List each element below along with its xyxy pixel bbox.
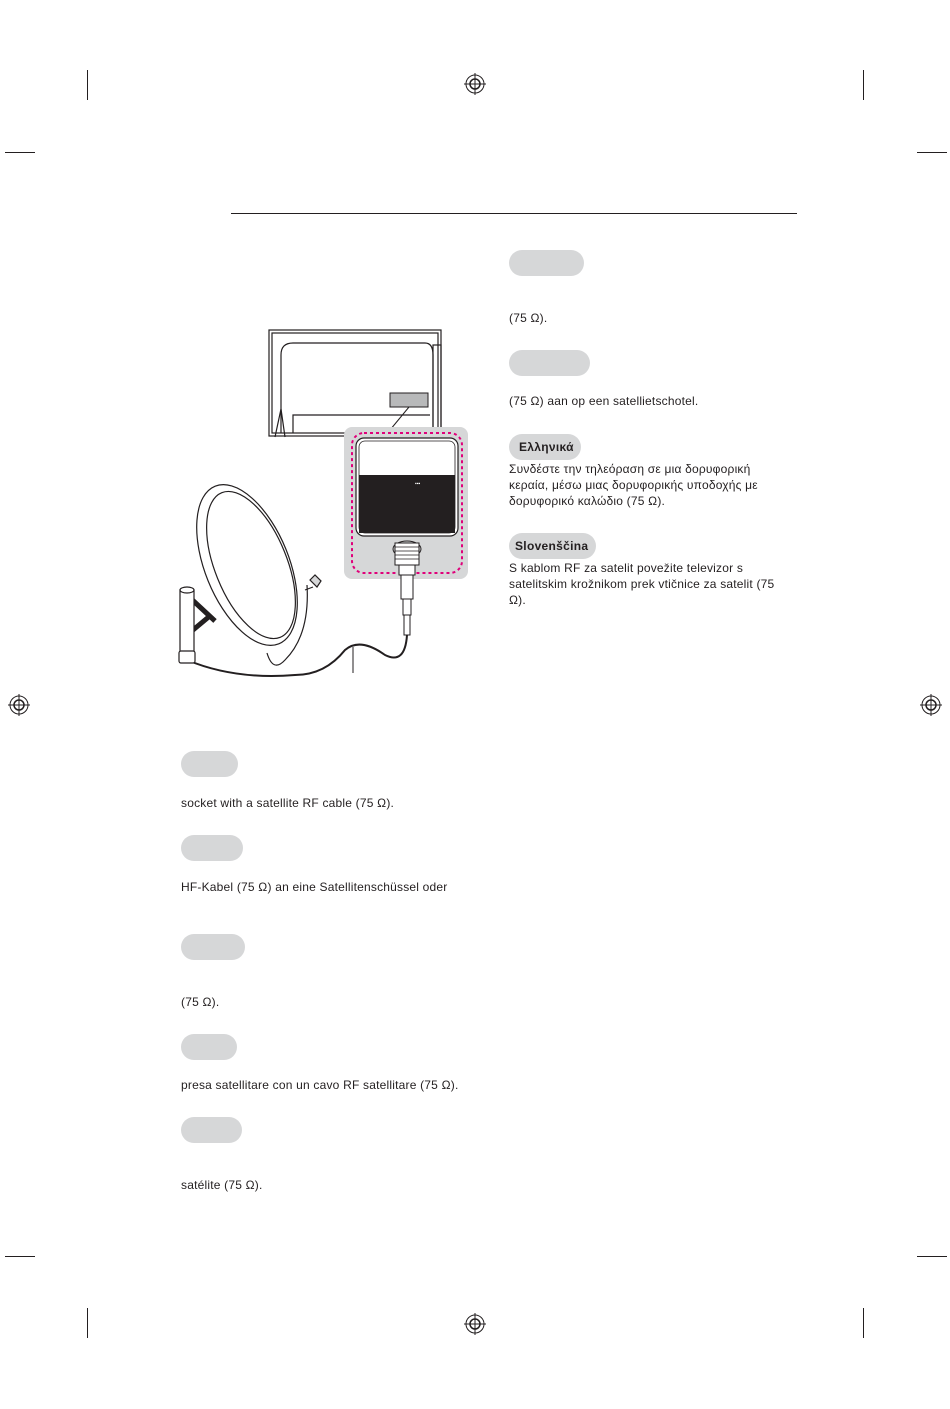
language-label [181, 934, 245, 960]
crop-mark [87, 1308, 88, 1338]
crop-mark [5, 152, 35, 153]
tv-back-panel [269, 330, 441, 437]
rf-connector [393, 541, 421, 635]
registration-mark-icon [464, 1313, 486, 1335]
section-text: HF-Kabel (75 Ω) an eine Satellitenschüssel oder [181, 880, 448, 894]
language-label [181, 835, 243, 861]
port-label: ▪▪▪ [415, 481, 421, 487]
language-label [181, 1034, 237, 1060]
section-text-slovenian: S kablom RF za satelit povežite televizor s satelitskim krožnikom prek vtičnice za satelit (75 Ω). [509, 561, 775, 607]
crop-mark [87, 70, 88, 100]
registration-mark-icon [464, 73, 486, 95]
section-text: socket with a satellite RF cable (75 Ω). [181, 796, 395, 810]
satellite-connection-illustration [175, 325, 475, 685]
crop-mark [917, 1256, 947, 1257]
tv-port-block [390, 393, 428, 407]
language-label-slovenian: Slovenščina [509, 533, 596, 559]
section-text: (75 Ω). [509, 311, 548, 325]
port-panel-dark [359, 475, 455, 533]
crop-mark [863, 70, 864, 100]
language-label [181, 1117, 242, 1143]
language-label [509, 250, 584, 276]
section-text: (75 Ω) aan op een satellietschotel. [509, 394, 699, 408]
language-label [181, 751, 238, 777]
crop-mark [917, 152, 947, 153]
section-text-greek: Συνδέστε την τηλεόραση σε μια δορυφορική κεραία, μέσω μιας δορυφορικής υποδοχής με δορυφορικό καλώδιο (75 Ω). [509, 462, 758, 508]
section-text: satélite (75 Ω). [181, 1178, 263, 1192]
crop-mark [5, 1256, 35, 1257]
language-label [509, 350, 590, 376]
satellite-dish [176, 470, 321, 665]
section-text: presa satellitare con un cavo RF satellitare (75 Ω). [181, 1078, 459, 1092]
registration-mark-icon [8, 694, 30, 716]
language-label-greek: Ελληνικά [509, 434, 581, 460]
section-text: (75 Ω). [181, 995, 220, 1009]
header-rule [231, 213, 797, 214]
registration-mark-icon [920, 694, 942, 716]
rf-cable [187, 635, 407, 676]
crop-mark [863, 1308, 864, 1338]
